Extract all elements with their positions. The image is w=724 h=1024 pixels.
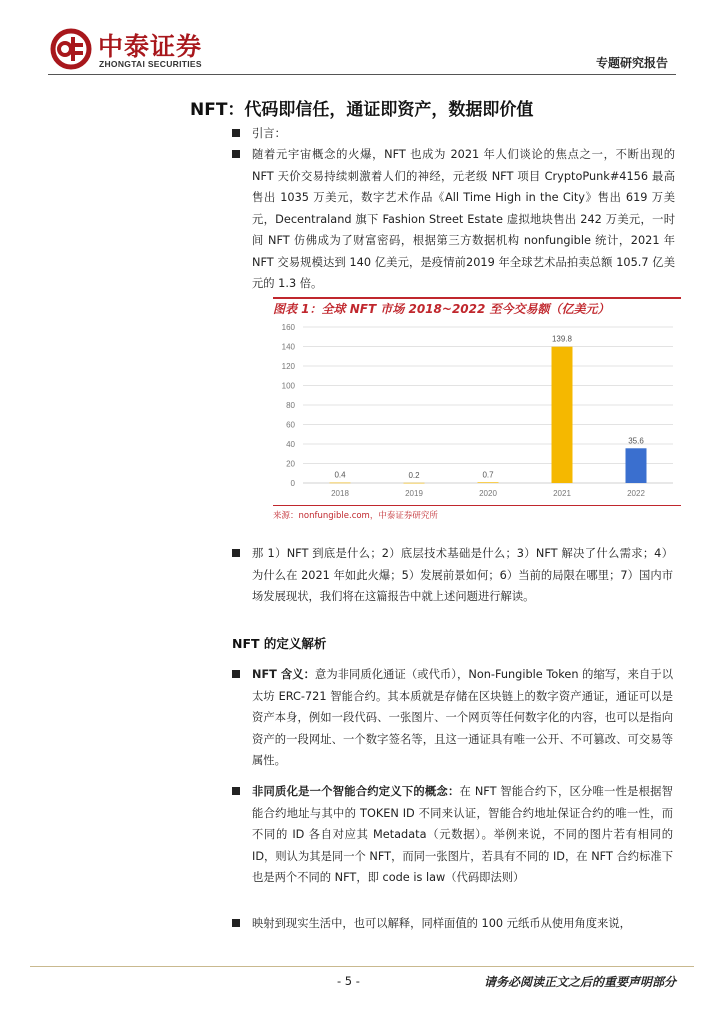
x-tick-label-2019: 2019	[405, 489, 423, 498]
questions-text: 那 1）NFT 到底是什么；2）底层技术基础是什么；3）NFT 解决了什么需求；4）为什么在 2021 年如此火爆；5）发展前景如何；6）当前的局限在哪里；7）国内市场发展现状，我们将在这篇报告中就上述问题进行解读。	[252, 547, 673, 603]
x-tick-label-2021: 2021	[553, 489, 571, 498]
bullet-icon	[232, 129, 240, 137]
company-name-cn: 中泰证券	[98, 32, 203, 61]
footer-disclaimer: 请务必阅读正文之后的重要声明部分	[483, 975, 676, 989]
company-name-en: ZHONGTAI SECURITIES	[99, 59, 202, 69]
x-tick-label-2018: 2018	[331, 489, 349, 498]
bullet-icon	[232, 919, 240, 927]
intro-label-item	[252, 123, 672, 145]
analogy-text: 映射到现实生活中，也可以解释，同样面值的 100 元纸币从使用角度来说，	[252, 917, 631, 930]
definition-text: 意为非同质化通证（或代币），Non-Fungible Token 的缩写，来自于以太坊 ERC-721 智能合约。其本质就是存储在区块链上的数字资产通证，通证可以是资产本身，例如一段代码、一张图片、一个网页等任何数字化的内容，也可以是指向资产的一段网址、一个数字签名等，且这一通证具有唯一公开、不可篡改、可交易等属性。	[252, 668, 674, 767]
x-tick-label-2020: 2020	[479, 489, 497, 498]
bar-2021	[552, 347, 573, 483]
bar-2020	[478, 482, 499, 483]
bullet-icon	[232, 150, 240, 158]
bar-2019	[404, 483, 425, 484]
figure-1	[273, 297, 681, 525]
bullet-icon	[232, 549, 240, 557]
analogy-item	[252, 913, 673, 935]
zhongtai-logo-icon	[50, 28, 92, 70]
data-label-2020: 0.7	[482, 470, 494, 480]
bar-chart	[273, 317, 681, 503]
non-fungible-item	[252, 781, 673, 889]
data-label-2019: 0.2	[408, 470, 420, 480]
section-heading: NFT 的定义解析	[232, 636, 327, 651]
non-fungible-term: 非同质化是一个智能合约定义下的概念：	[252, 785, 460, 798]
page-title: NFT：代码即信任，通证即资产，数据即价值	[190, 100, 534, 120]
bullet-icon	[232, 787, 240, 795]
report-type: 专题研究报告	[595, 56, 668, 70]
page-number: - 5 -	[337, 974, 360, 988]
figure-title-bar	[273, 297, 681, 319]
intro-label: 引言：	[252, 127, 286, 140]
intro-paragraph: 随着元宇宙概念的火爆，NFT 也成为 2021 年人们谈论的焦点之一，不断出现的 NFT 天价交易持续刺激着人们的神经，元老级 NFT 项目 CryptoPunk#4156 最高售出 1035 万美元，数字艺术作品《All Time High in the City》售出 619 万美元，Decentraland 旗下 Fashion Street Estate 虚拟地块售出 242 万美元，一时间 NFT 仿佛成为了财富密码，根据第三方数据机构 nonfungible 统计，2021 年 NFT 交易规模达到 140 亿美元，是疫情前2019 年全球艺术品拍卖总额 105.7 亿美元的 1.3 倍。	[252, 148, 675, 290]
questions-item	[252, 543, 673, 608]
y-tick-label: 120	[281, 362, 295, 371]
y-tick-label: 40	[286, 440, 295, 449]
company-logo	[50, 26, 230, 76]
data-label-2021: 139.8	[551, 334, 573, 344]
y-tick-label: 20	[286, 459, 295, 469]
header-divider	[48, 74, 676, 75]
bar-2018	[330, 483, 351, 484]
bar-2022	[626, 448, 647, 483]
x-tick-label-2022: 2022	[627, 489, 645, 498]
intro-paragraph-item	[252, 144, 675, 295]
y-tick-label: 140	[281, 342, 295, 352]
figure-title: 图表 1：全球 NFT 市场 2018~2022 至今交易额（亿美元）	[273, 302, 610, 316]
definition-item	[252, 664, 673, 772]
y-tick-label: 60	[286, 420, 295, 430]
y-tick-label: 0	[290, 479, 295, 488]
figure-source: 来源：nonfungible.com，中泰证券研究所	[273, 511, 438, 521]
y-tick-label: 80	[286, 401, 295, 410]
data-label-2018: 0.4	[334, 470, 346, 480]
y-tick-label: 160	[281, 323, 295, 332]
definition-term: NFT 含义：	[252, 668, 315, 681]
non-fungible-text: 在 NFT 智能合约下，区分唯一性是根据智能合约地址与其中的 TOKEN ID 不同来认证，智能合约地址保证合约的唯一性，而不同的 ID 各自对应其 Metadata（元数据）。举例来说，不同的图片若有相同的 ID，则认为其是同一个 NFT，而同一张图片，若具有不同的 ID，在 NFT 合约标准下也是两个不同的 NFT，即 code is law（代码即法则）	[252, 785, 673, 884]
bullet-icon	[232, 670, 240, 678]
figure-bottom-rule	[273, 505, 681, 506]
y-tick-label: 100	[281, 381, 295, 391]
footer-divider	[30, 966, 694, 967]
data-label-2022: 35.6	[628, 436, 644, 446]
